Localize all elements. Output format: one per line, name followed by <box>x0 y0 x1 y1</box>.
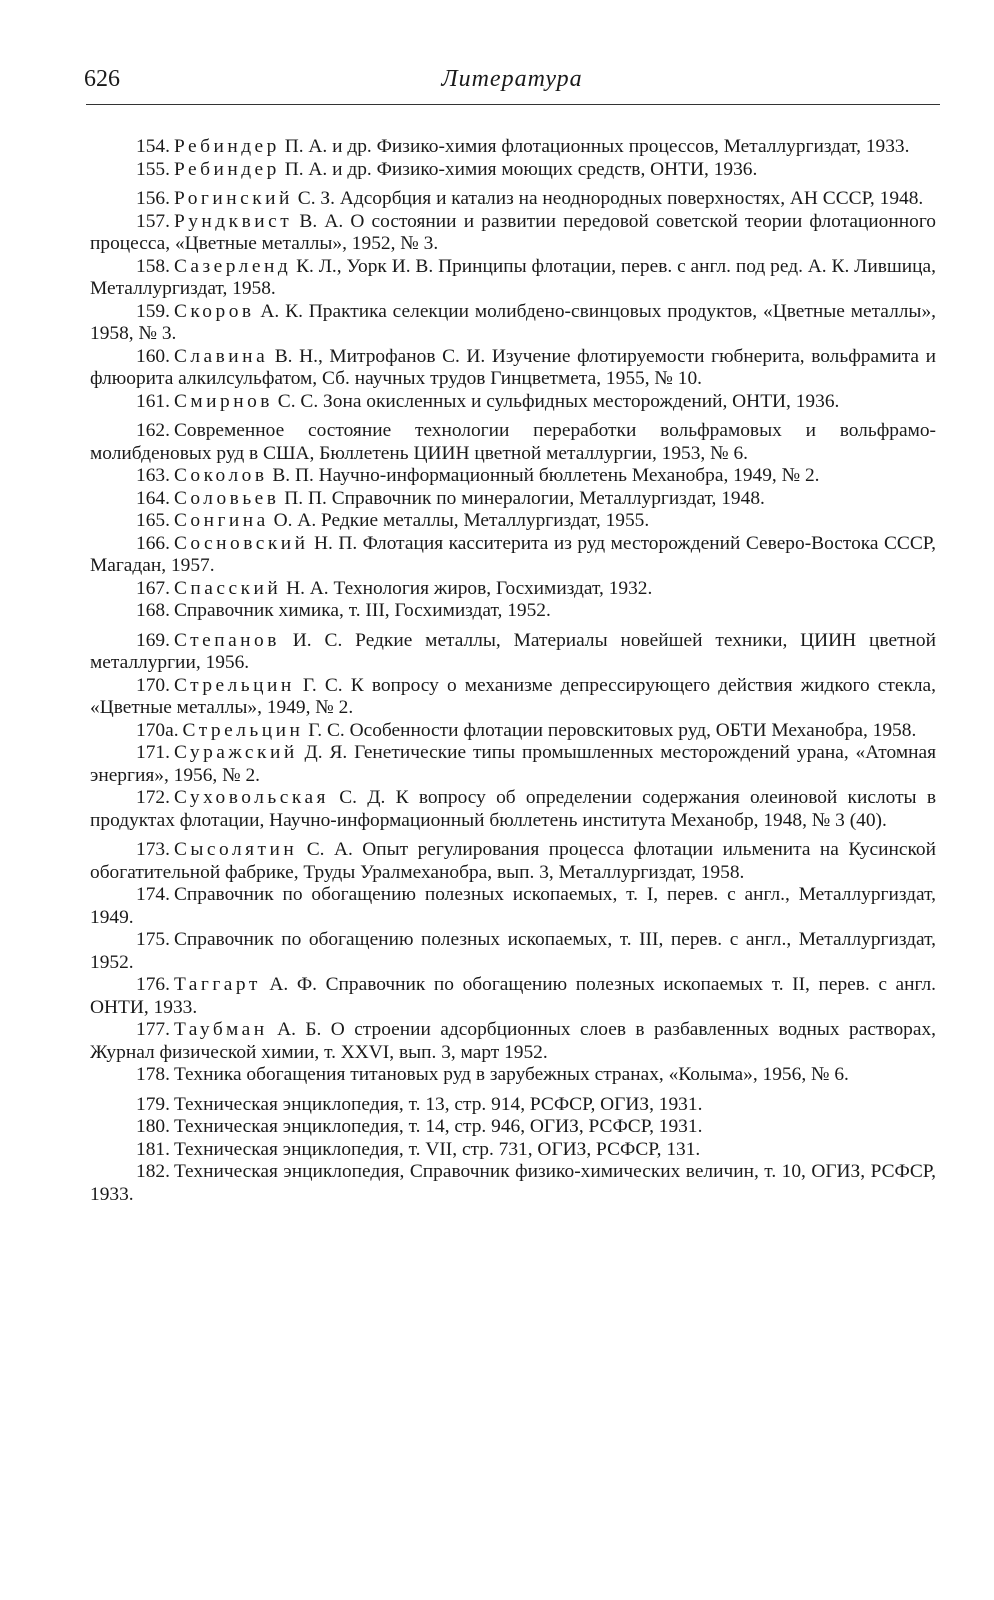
reference-entry <box>90 465 936 488</box>
reference-text: Г. С. Особенности флотации перовскитовых руд, ОБТИ Механобра, 1958. <box>303 719 917 741</box>
header-rule <box>86 104 940 105</box>
reference-number: 180. <box>136 1116 170 1137</box>
reference-number: 169. <box>136 629 170 651</box>
reference-number: 168. <box>136 600 170 621</box>
page-header <box>84 66 940 106</box>
reference-entry <box>90 929 936 974</box>
reference-number: 163. <box>136 465 170 486</box>
reference-entry <box>90 1064 936 1087</box>
reference-text: И. С. Редкие металлы, Материалы новейшей техники, ЦИИН цветной металлургии, 1956. <box>90 629 936 673</box>
reference-text: Техника обогащения титановых руд в зарубежных странах, «Колыма», 1956, № 6. <box>173 1064 849 1085</box>
reference-number: 174. <box>136 884 170 905</box>
reference-number: 181. <box>136 1138 170 1160</box>
reference-author: Ребиндер <box>173 158 280 180</box>
reference-entry <box>90 720 936 743</box>
reference-author: Стрельцин <box>173 674 295 696</box>
reference-entry <box>90 136 936 159</box>
entry-gap <box>90 623 936 630</box>
reference-number: 156. <box>136 188 170 209</box>
reference-entry <box>90 1161 936 1206</box>
reference-number: 175. <box>136 929 170 950</box>
reference-entry <box>90 256 936 301</box>
reference-entry <box>90 420 936 465</box>
reference-entry <box>90 1094 936 1117</box>
reference-entry <box>90 391 936 414</box>
reference-text: Г. С. К вопросу о механизме депрессирующего действия жидкого стекла, «Цветные металлы», 1949, № 2. <box>90 674 936 718</box>
reference-number: 162. <box>136 420 170 441</box>
reference-entry <box>90 346 936 391</box>
reference-text: Техническая энциклопедия, т. 14, стр. 946, ОГИЗ, РСФСР, 1931. <box>173 1116 703 1137</box>
reference-text: В. П. Научно-информационный бюллетень Механобра, 1949, № 2. <box>267 465 820 486</box>
reference-entry <box>90 884 936 929</box>
reference-author: Смирнов <box>173 390 273 412</box>
reference-number: 179. <box>136 1093 170 1115</box>
reference-text: Справочник по обогащению полезных ископаемых, т. I, перев. с англ., Металлургиздат, 1949. <box>90 884 936 928</box>
reference-author: Суховольская <box>173 787 329 808</box>
reference-text: П. А. и др. Физико-химия флотационных процессов, Металлургиздат, 1933. <box>279 136 910 157</box>
reference-entry <box>90 742 936 787</box>
reference-entry <box>90 1116 936 1139</box>
reference-entry <box>90 533 936 578</box>
reference-number: 170а. <box>136 719 179 741</box>
reference-number: 178. <box>136 1064 170 1085</box>
reference-text: С. З. Адсорбция и катализ на неоднородных поверхностях, АН СССР, 1948. <box>292 188 924 209</box>
reference-entry <box>90 839 936 884</box>
reference-text: Техническая энциклопедия, т. 13, стр. 914, РСФСР, ОГИЗ, 1931. <box>173 1093 703 1115</box>
reference-author: Суражский <box>173 742 298 763</box>
reference-number: 157. <box>136 210 170 232</box>
entry-gap <box>90 832 936 839</box>
reference-text: А. К. Практика селекции молибдено-свинцовых продуктов, «Цветные металлы», 1958, № 3. <box>90 300 936 344</box>
entry-gap <box>90 1087 936 1094</box>
reference-author: Скоров <box>173 300 255 322</box>
reference-entry <box>90 188 936 211</box>
reference-entry <box>90 488 936 511</box>
reference-entry <box>90 675 936 720</box>
reference-author: Славина <box>173 345 269 367</box>
reference-number: 166. <box>136 532 170 554</box>
reference-list <box>90 136 936 1206</box>
reference-author: Соколов <box>173 465 268 486</box>
reference-text: Современное состояние технологии переработки вольфрамовых и вольфрамо-молибденовых руд в США, Бюллетень ЦИИН цветной металлургии, 1953, № 6. <box>90 420 936 464</box>
reference-entry <box>90 301 936 346</box>
reference-author: Соловьев <box>173 487 280 509</box>
reference-number: 165. <box>136 510 170 531</box>
reference-entry <box>90 787 936 832</box>
reference-author: Рундквист <box>173 210 293 232</box>
reference-number: 167. <box>136 577 170 599</box>
reference-number: 173. <box>136 839 170 860</box>
reference-author: Таубман <box>173 1019 268 1040</box>
reference-number: 170. <box>136 674 170 696</box>
reference-number: 171. <box>136 742 170 763</box>
reference-text: С. С. Зона окисленных и сульфидных месторождений, ОНТИ, 1936. <box>272 390 840 412</box>
reference-number: 160. <box>136 345 170 367</box>
reference-text: С. А. Опыт регулирования процесса флотации ильменита на Кусинской обогатительной фабрике, Труды Уралмеханобра, вып. 3, Металлургиздат, 1958. <box>90 839 936 883</box>
reference-text: Н. А. Технология жиров, Госхимиздат, 1932. <box>281 577 653 599</box>
reference-text: П. А. и др. Физико-химия моющих средств, ОНТИ, 1936. <box>279 158 758 180</box>
reference-author: Спасский <box>173 577 282 599</box>
reference-author: Таггарт <box>173 974 261 995</box>
reference-number: 158. <box>136 255 170 277</box>
reference-text: П. П. Справочник по минералогии, Металлургиздат, 1948. <box>279 487 765 509</box>
reference-text: Техническая энциклопедия, Справочник физико-химических величин, т. 10, ОГИЗ, РСФСР, 1933. <box>90 1161 936 1205</box>
reference-entry <box>90 1019 936 1064</box>
reference-entry <box>90 600 936 623</box>
reference-author: Сосновский <box>173 532 309 554</box>
reference-text: О. А. Редкие металлы, Металлургиздат, 1955. <box>268 510 650 531</box>
reference-author: Сазерленд <box>173 255 292 277</box>
reference-text: С. Д. К вопросу об определении содержания олеиновой кислоты в продуктах флотации, Научно-информационный бюллетень института Механобр, 1948, № 3 (40). <box>90 787 936 831</box>
reference-text: А. Б. О строении адсорбционных слоев в разбавленных водных растворах, Журнал физической химии, т. XXVI, вып. 3, март 1952. <box>90 1019 936 1063</box>
reference-author: Стрельцин <box>182 719 304 741</box>
reference-entry <box>90 630 936 675</box>
reference-text: Справочник по обогащению полезных ископаемых, т. III, перев. с англ., Металлургиздат, 1952. <box>90 929 936 973</box>
reference-number: 164. <box>136 487 170 509</box>
reference-entry <box>90 159 936 182</box>
entry-gap <box>90 413 936 420</box>
reference-number: 154. <box>136 136 170 157</box>
reference-number: 177. <box>136 1019 170 1040</box>
reference-entry <box>90 974 936 1019</box>
reference-text: Д. Я. Генетические типы промышленных месторождений урана, «Атомная энергия», 1956, № 2. <box>90 742 936 786</box>
reference-text: Техническая энциклопедия, т. VII, стр. 731, ОГИЗ, РСФСР, 131. <box>173 1138 701 1160</box>
reference-author: Рогинский <box>173 188 293 209</box>
reference-entry <box>90 1139 936 1162</box>
reference-number: 176. <box>136 974 170 995</box>
reference-number: 172. <box>136 787 170 808</box>
reference-number: 161. <box>136 390 170 412</box>
reference-author: Сысолятин <box>173 839 298 860</box>
reference-author: Степанов <box>173 629 280 651</box>
reference-text: К. Л., Уорк И. В. Принципы флотации, перев. с англ. под ред. А. К. Лившица, Металлургиздат, 1958. <box>90 255 936 299</box>
entry-gap <box>90 181 936 188</box>
reference-text: Справочник химика, т. III, Госхимиздат, 1952. <box>173 600 551 621</box>
reference-author: Сонгина <box>173 510 269 531</box>
reference-text: А. Ф. Справочник по обогащению полезных ископаемых т. II, перев. с англ. ОНТИ, 1933. <box>90 974 936 1018</box>
running-title: Литература <box>441 66 583 92</box>
reference-number: 182. <box>136 1161 170 1182</box>
reference-text: Н. П. Флотация касситерита из руд месторождений Северо-Востока СССР, Магадан, 1957. <box>90 532 936 576</box>
page-number: 626 <box>84 66 120 92</box>
reference-entry <box>90 578 936 601</box>
reference-entry <box>90 510 936 533</box>
reference-number: 159. <box>136 300 170 322</box>
reference-entry <box>90 211 936 256</box>
reference-text: В. А. О состоянии и развитии передовой советской теории флотационного процесса, «Цветные металлы», 1952, № 3. <box>90 210 936 254</box>
reference-text: В. Н., Митрофанов С. И. Изучение флотируемости гюбнерита, вольфрамита и флюорита алкилсульфатом, Сб. научных трудов Гинцветмета, 1955, № 10. <box>90 345 936 389</box>
reference-author: Ребиндер <box>173 136 280 157</box>
reference-number: 155. <box>136 158 170 180</box>
